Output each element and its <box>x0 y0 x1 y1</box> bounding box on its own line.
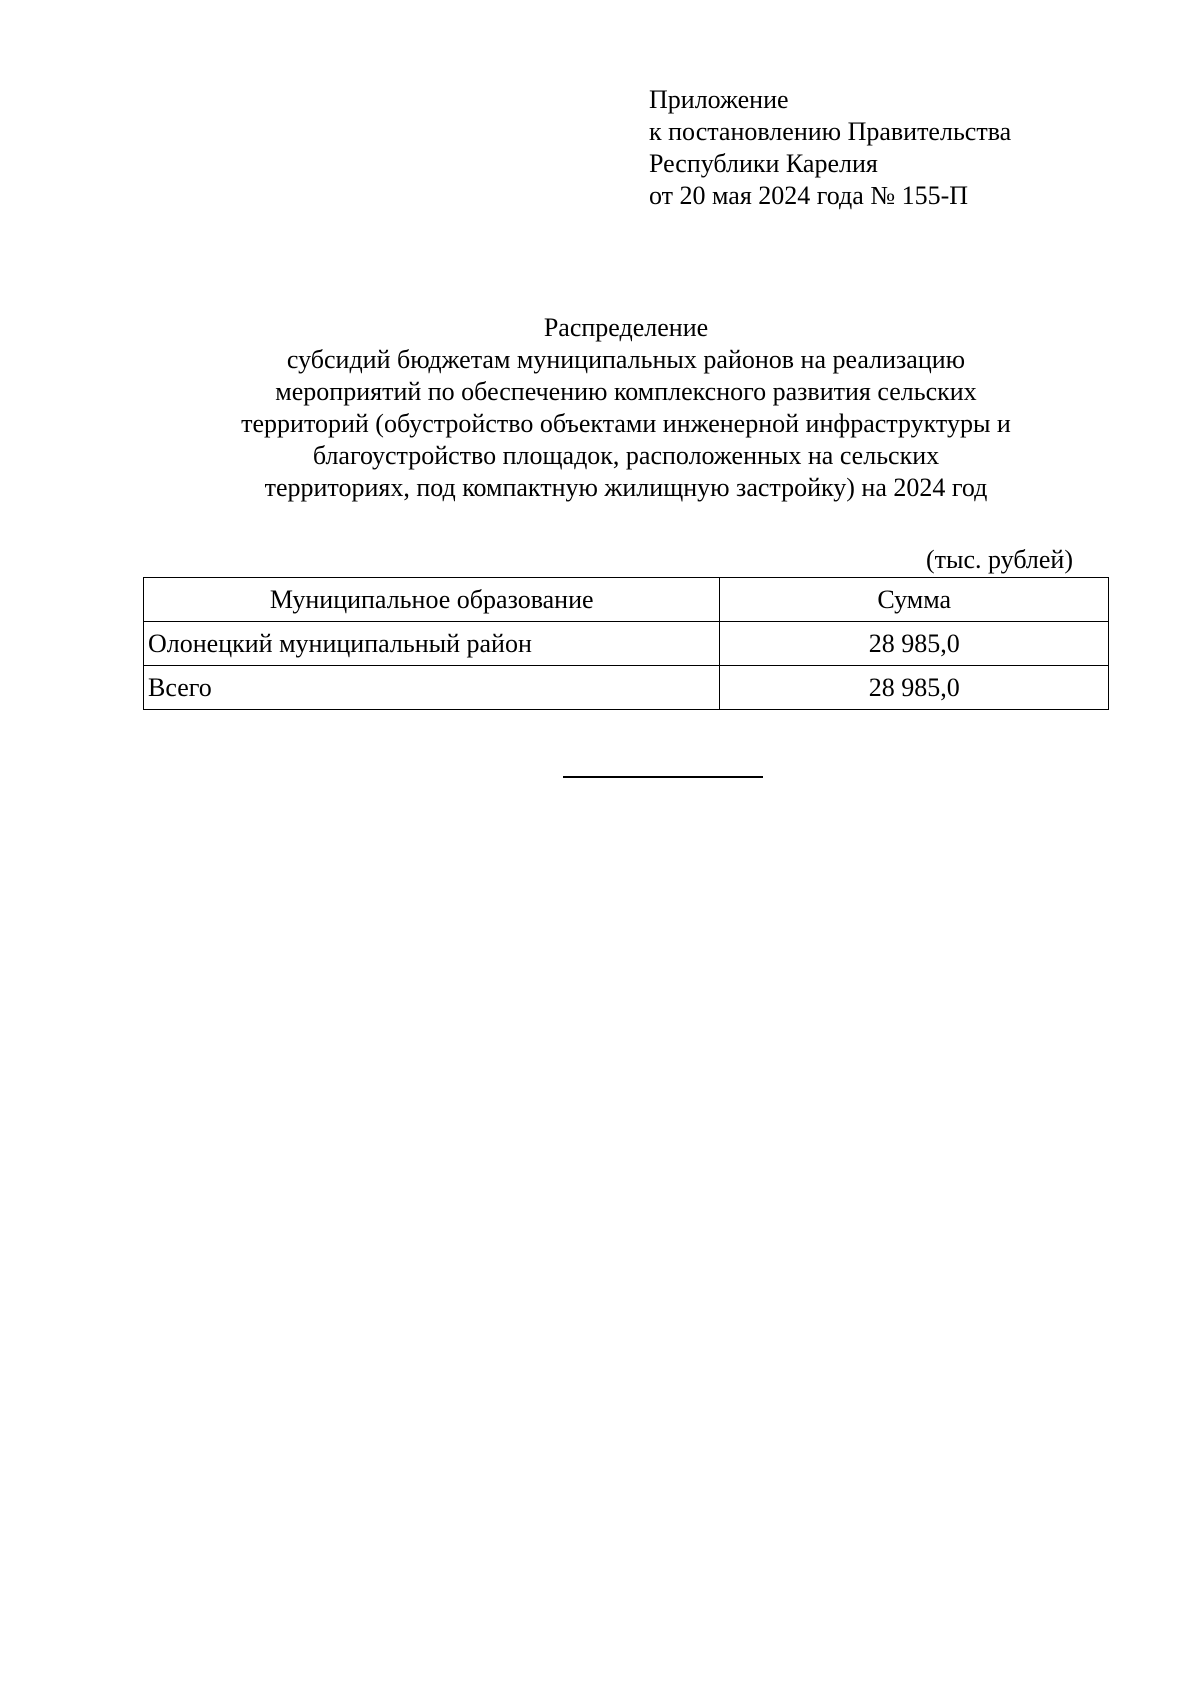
header-municipality: Муниципальное образование <box>144 578 720 622</box>
appendix-line: к постановлению Правительства <box>649 117 1012 146</box>
title-line: мероприятий по обеспечению комплексного развития сельских <box>275 377 977 406</box>
title-line: территориях, под компактную жилищную застройку) на 2024 год <box>264 473 988 502</box>
appendix-line: от 20 мая 2024 года № 155-П <box>649 181 969 210</box>
appendix-block <box>649 84 1011 212</box>
title-line: субсидий бюджетам муниципальных районов на реализацию <box>286 345 966 374</box>
title-line: благоустройство площадок, расположенных на сельских <box>312 441 940 470</box>
distribution-table <box>143 577 1109 710</box>
document-title <box>130 312 1122 504</box>
header-sum: Сумма <box>720 578 1109 622</box>
title-heading: Распределение <box>543 313 709 342</box>
total-sum: 28 985,0 <box>720 666 1109 710</box>
appendix-line: Республики Карелия <box>649 149 878 178</box>
table-row <box>144 622 1109 666</box>
units-note: (тыс. рублей) <box>925 545 1073 574</box>
total-row <box>144 666 1109 710</box>
municipality-name: Олонецкий муниципальный район <box>144 622 720 666</box>
appendix-line: Приложение <box>649 85 789 114</box>
table-header-row <box>144 578 1109 622</box>
municipality-sum: 28 985,0 <box>720 622 1109 666</box>
end-divider <box>563 776 763 778</box>
title-line: территорий (обустройство объектами инженерной инфраструктуры и <box>241 409 1011 438</box>
total-label: Всего <box>144 666 720 710</box>
